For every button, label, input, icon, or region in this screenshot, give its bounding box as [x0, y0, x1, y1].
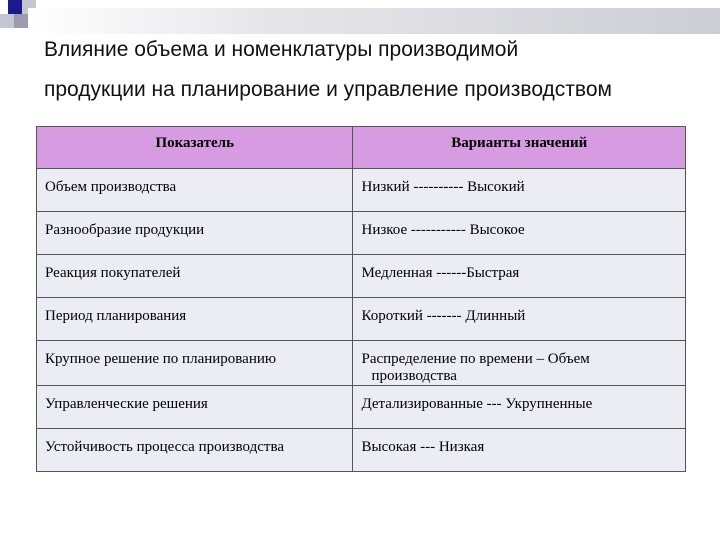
decor-square-navy	[8, 0, 22, 14]
values-cell: Низкое ----------- Высокое	[353, 212, 686, 255]
table-row	[37, 169, 686, 212]
header-values: Варианты значений	[353, 127, 686, 169]
page-title	[44, 30, 714, 110]
table-header-row	[37, 127, 686, 169]
indicator-cell: Реакция покупателей	[37, 255, 353, 298]
table-row	[37, 429, 686, 472]
indicator-cell: Разнообразие продукции	[37, 212, 353, 255]
indicator-cell: Крупное решение по планированию	[37, 341, 353, 386]
decor-square-gray	[14, 14, 28, 28]
values-cell: Медленная ------Быстрая	[353, 255, 686, 298]
title-line-1: Влияние объема и номенклатуры производимой	[44, 38, 519, 61]
values-cell: Высокая --- Низкая	[353, 429, 686, 472]
title-line-2: продукции на планирование и управление производством	[44, 78, 612, 101]
indicator-cell: Устойчивость процесса производства	[37, 429, 353, 472]
indicators-table	[36, 126, 686, 472]
indicator-cell: Управленческие решения	[37, 386, 353, 429]
values-cell	[353, 341, 686, 386]
indicator-cell: Объем производства	[37, 169, 353, 212]
header-indicator: Показатель	[37, 127, 353, 169]
table-row	[37, 212, 686, 255]
table-row	[37, 341, 686, 386]
indicator-cell: Период планирования	[37, 298, 353, 341]
values-cell: Детализированные --- Укрупненные	[353, 386, 686, 429]
values-cell: Короткий ------- Длинный	[353, 298, 686, 341]
table-row	[37, 386, 686, 429]
values-cell: Низкий ---------- Высокий	[353, 169, 686, 212]
table-row	[37, 255, 686, 298]
table-row	[37, 298, 686, 341]
values-line-2: производства	[371, 368, 457, 384]
values-line-1: Распределение по времени – Объем	[361, 351, 590, 367]
decor-square-light	[0, 14, 14, 28]
